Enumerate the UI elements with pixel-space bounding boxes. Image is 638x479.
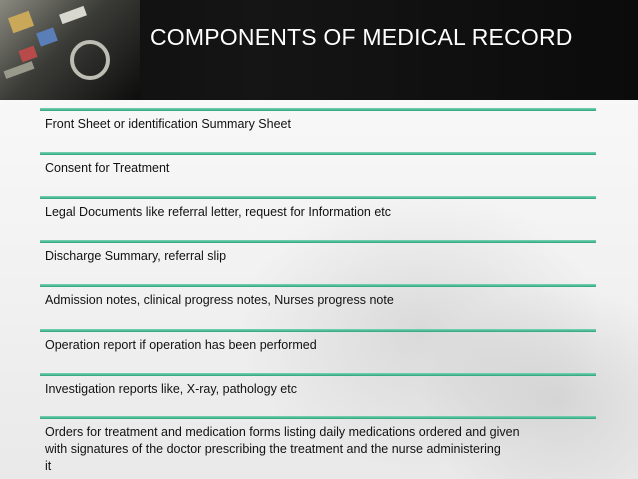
list-item <box>40 416 596 478</box>
list-item-line: it <box>45 459 52 473</box>
list-item <box>40 152 596 196</box>
list-item-line: Orders for treatment and medication forms listing daily medications ordered and given <box>45 425 520 439</box>
slide-title: COMPONENTS OF MEDICAL RECORD <box>150 24 573 50</box>
list-item-text: Discharge Summary, referral slip <box>45 249 227 263</box>
list-item <box>40 284 596 329</box>
list-item-text: Investigation reports like, X-ray, pathology etc <box>45 382 297 396</box>
medical-photo-image <box>0 0 140 100</box>
list-item <box>40 196 596 240</box>
list-item-text: Legal Documents like referral letter, request for Information etc <box>45 205 391 219</box>
list-item-text: Admission notes, clinical progress notes, Nurses progress note <box>45 293 394 307</box>
list-item-text: Consent for Treatment <box>45 161 170 175</box>
list-item-text: Operation report if operation has been performed <box>45 338 317 352</box>
title-bar <box>0 0 638 100</box>
components-list <box>40 108 596 478</box>
list-item-text <box>40 419 596 475</box>
list-item <box>40 329 596 373</box>
list-item <box>40 373 596 416</box>
list-item <box>40 240 596 284</box>
list-item-line: with signatures of the doctor prescribing the treatment and the nurse administering <box>45 442 501 456</box>
list-item-text: Front Sheet or identification Summary Sheet <box>45 117 291 131</box>
list-item <box>40 108 596 152</box>
